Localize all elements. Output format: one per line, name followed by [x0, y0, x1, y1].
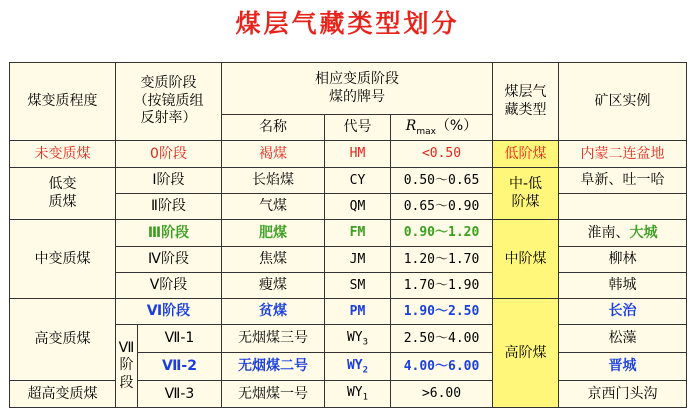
header-r-sub: max [416, 126, 436, 137]
header-group: 相应变质阶段 煤的牌号 [222, 63, 493, 115]
reservoir-cell: 中阶煤 [493, 220, 559, 299]
name-cell: 无烟煤一号 [222, 381, 325, 408]
stage-cell: Ⅱ阶段 [116, 194, 222, 220]
header-mine: 矿区实例 [559, 63, 687, 141]
r-cell: <0.50 [391, 141, 493, 168]
mine-cell: 晋城 [559, 353, 687, 381]
header-r-unit: （%） [435, 118, 478, 135]
mine-cell: 阜新、吐一哈 [559, 168, 687, 194]
code-text: WY [346, 385, 363, 401]
header-code: 代号 [325, 115, 391, 141]
table-row [10, 141, 687, 168]
r-cell: 4.00～6.00 [391, 353, 493, 381]
header-reservoir: 煤层气 藏类型 [493, 63, 559, 141]
code-cell: QM [325, 194, 391, 220]
stage-cell: Ⅴ阶段 [116, 273, 222, 299]
mine-cell: 柳林 [559, 247, 687, 273]
mine-text-highlight: 大城 [629, 224, 658, 241]
table-header-row [10, 63, 687, 115]
r-cell: 2.50～4.00 [391, 325, 493, 353]
reservoir-cell: 高阶煤 [493, 299, 559, 408]
mine-cell [559, 220, 687, 247]
code-sub: 1 [362, 392, 369, 403]
code-cell: HM [325, 141, 391, 168]
header-r-symbol: R [405, 118, 417, 135]
name-cell: 肥煤 [222, 220, 325, 247]
code-cell: SM [325, 273, 391, 299]
r-cell: 1.20～1.70 [391, 247, 493, 273]
mine-cell: 内蒙二连盆地 [559, 141, 687, 168]
header-degree: 煤变质程度 [10, 63, 116, 141]
name-cell: 无烟煤二号 [222, 353, 325, 381]
code-cell: CY [325, 168, 391, 194]
code-cell: PM [325, 299, 391, 325]
header-stage: 变质阶段 （按镜质组 反射率） [116, 63, 222, 141]
r-cell: 1.70～1.90 [391, 273, 493, 299]
name-cell: 气煤 [222, 194, 325, 220]
degree-cell: 低变 质煤 [10, 168, 116, 220]
stage7-cell: Ⅶ 阶 段 [116, 325, 138, 408]
mine-cell: 韩城 [559, 273, 687, 299]
degree-cell: 高变质煤 [10, 299, 116, 381]
r-cell: 1.90～2.50 [391, 299, 493, 325]
degree-cell: 未变质煤 [10, 141, 116, 168]
table-row [10, 381, 687, 408]
code-sub: 2 [362, 365, 369, 376]
code-cell: FM [325, 220, 391, 247]
stage-cell: Ⅵ阶段 [116, 299, 222, 325]
table-row [10, 220, 687, 247]
substage-cell: Ⅶ-2 [138, 353, 222, 381]
mine-cell: 长治 [559, 299, 687, 325]
degree-cell: 超高变质煤 [10, 381, 116, 408]
mine-cell: 松藻 [559, 325, 687, 353]
code-sub: 3 [362, 337, 369, 348]
code-text: WY [346, 329, 363, 345]
code-cell: JM [325, 247, 391, 273]
page-title: 煤层气藏类型划分 [235, 9, 460, 38]
stage-cell: 0阶段 [116, 141, 222, 168]
substage-cell: Ⅶ-1 [138, 325, 222, 353]
mine-cell [559, 194, 687, 220]
r-cell: 0.50～0.65 [391, 168, 493, 194]
stage-cell: Ⅰ阶段 [116, 168, 222, 194]
reservoir-cell: 低阶煤 [493, 141, 559, 168]
table-row [10, 168, 687, 194]
r-cell: 0.90～1.20 [391, 220, 493, 247]
name-cell: 褐煤 [222, 141, 325, 168]
code-text: WY [346, 357, 363, 373]
table-row [10, 299, 687, 325]
code-cell [325, 381, 391, 408]
mine-text: 淮南、 [587, 224, 630, 241]
r-cell: >6.00 [391, 381, 493, 408]
name-cell: 长焰煤 [222, 168, 325, 194]
degree-cell: 中变质煤 [10, 220, 116, 299]
name-cell: 焦煤 [222, 247, 325, 273]
header-name: 名称 [222, 115, 325, 141]
coal-bed-gas-table [9, 62, 687, 408]
stage-cell: Ⅳ阶段 [116, 247, 222, 273]
code-cell [325, 325, 391, 353]
code-cell [325, 353, 391, 381]
header-r [391, 115, 493, 141]
mine-cell: 京西门头沟 [559, 381, 687, 408]
name-cell: 瘦煤 [222, 273, 325, 299]
r-cell: 0.65～0.90 [391, 194, 493, 220]
substage-cell: Ⅶ-3 [138, 381, 222, 408]
stage-cell: Ⅲ阶段 [116, 220, 222, 247]
name-cell: 无烟煤三号 [222, 325, 325, 353]
name-cell: 贫煤 [222, 299, 325, 325]
reservoir-cell: 中-低 阶煤 [493, 168, 559, 220]
